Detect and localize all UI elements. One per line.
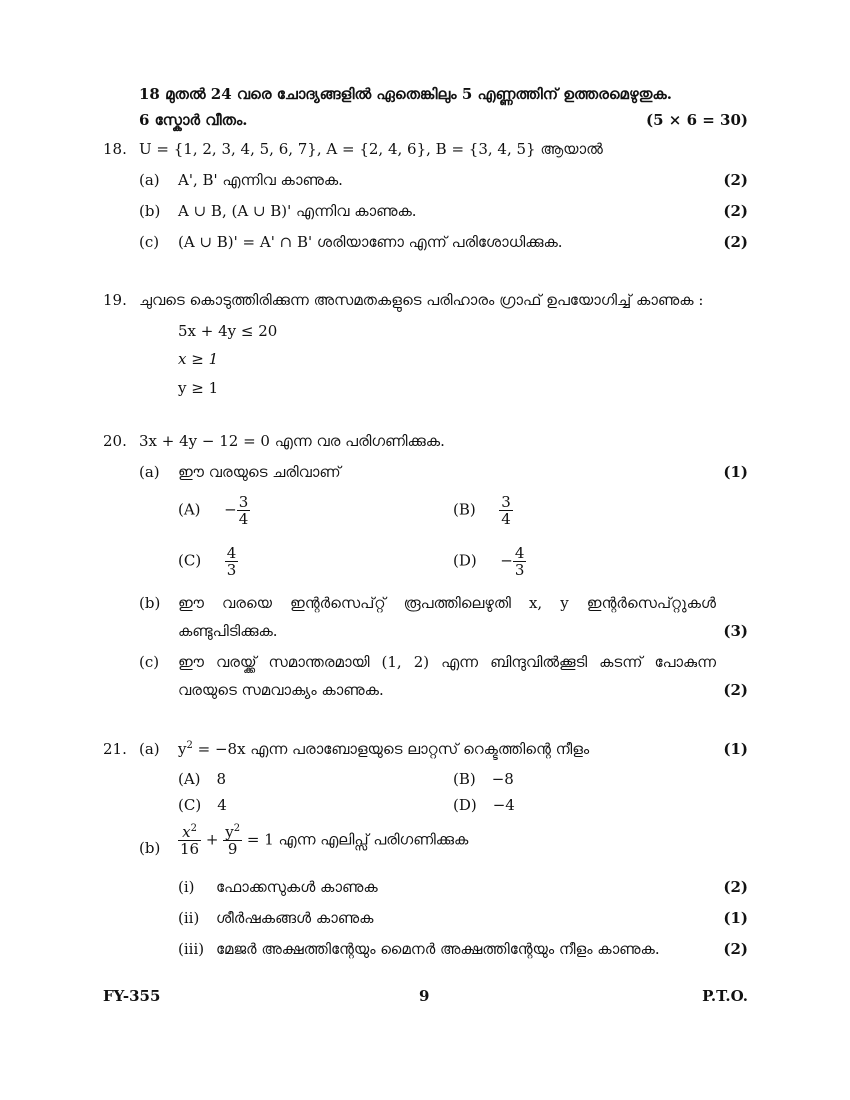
q18-b-text: A ∪ B, (A ∪ B)' എന്നിവ കാണുക. <box>178 202 417 220</box>
option-value: −8 <box>491 770 514 788</box>
q18-b-label: (b) <box>139 202 161 220</box>
q20-b-marks: (3) <box>723 622 748 640</box>
fraction <box>178 824 201 857</box>
option-value: 4 <box>217 796 227 814</box>
q18-b-marks: (2) <box>723 202 748 220</box>
q18-c-text: (A ∪ B)' = A' ∩ B' ശരിയാണോ എന്ന് പരിശോധിക്കുക. <box>178 233 563 251</box>
q21-b-ii-text: ശീർഷകങ്ങൾ കാണുക <box>216 909 374 927</box>
q21-option-b <box>453 769 514 789</box>
q21-b-label: (b) <box>139 839 161 857</box>
q20-b-line2: കണ്ടുപിടിക്കുക. <box>178 622 278 640</box>
q21-a-marks: (1) <box>723 740 748 758</box>
option-label: (A) <box>178 500 201 519</box>
page-number: 9 <box>419 987 430 1005</box>
q20-option-c <box>178 545 238 578</box>
q18-a-label: (a) <box>139 171 160 189</box>
equation-text: = 1 എന്ന എലിപ്സ് പരിഗണിക്കുക <box>246 830 469 849</box>
denominator: 3 <box>514 561 525 579</box>
denominator: 9 <box>227 840 238 858</box>
numerator: 3 <box>501 493 511 511</box>
q18-a-text: A', B' എന്നിവ കാണുക. <box>178 171 343 189</box>
q21-a-text <box>178 739 589 759</box>
denominator: 4 <box>238 510 249 528</box>
option-label: (A) <box>178 770 201 788</box>
q20-option-d <box>453 545 526 578</box>
numerator: 4 <box>514 544 525 562</box>
q20-c-marks: (2) <box>723 681 748 699</box>
q19-inequality-2: x ≥ 1 <box>178 350 219 368</box>
q18-c-marks: (2) <box>723 233 748 251</box>
fraction <box>223 824 242 857</box>
pto: P.T.O. <box>702 987 748 1005</box>
exam-code: FY-355 <box>103 987 161 1005</box>
option-value: −4 <box>492 796 515 814</box>
marks-each: 6 സ്കോർ വീതം. <box>139 111 248 129</box>
q20-a-marks: (1) <box>723 463 748 481</box>
denominator: 16 <box>180 840 200 858</box>
q21-option-d <box>453 795 515 815</box>
q21-a-label: (a) <box>139 740 160 758</box>
q20-stem: 3x + 4y − 12 = 0 എന്ന വര പരിഗണിക്കുക. <box>139 432 445 450</box>
q18-number: 18. <box>103 140 127 158</box>
fraction <box>225 545 239 578</box>
q20-c-label: (c) <box>139 653 160 671</box>
option-label: (C) <box>178 551 202 570</box>
q21-b-equation <box>178 824 468 857</box>
numerator: 3 <box>238 493 249 511</box>
text-pre: y <box>178 740 187 758</box>
q21-b-i-label: (i) <box>178 878 195 896</box>
numerator: 4 <box>226 544 237 562</box>
q20-a-label: (a) <box>139 463 160 481</box>
q21-b-ii-label: (ii) <box>178 909 200 927</box>
q21-b-iii-text: മേജർ അക്ഷത്തിന്റേയും മൈനർ അക്ഷത്തിന്റേയും നീളം കാണുക. <box>216 940 660 958</box>
q19-inequality-1: 5x + 4y ≤ 20 <box>178 322 278 340</box>
fraction <box>237 494 251 527</box>
fraction <box>513 545 527 578</box>
q21-number: 21. <box>103 740 127 758</box>
q21-option-c <box>178 795 227 815</box>
denominator: 3 <box>226 561 237 579</box>
plus-sign: + <box>205 830 219 849</box>
denominator: 4 <box>501 510 511 528</box>
q21-b-iii-label: (iii) <box>178 940 205 958</box>
text-post: = −8x എന്ന പരാബോളയുടെ ലാറ്റസ് റെക്ടത്തിന്റെ നീളം <box>192 740 590 758</box>
superscript: 2 <box>190 823 197 834</box>
option-sign: − <box>224 500 237 519</box>
q21-b-i-text: ഫോക്കസുകൾ കാണുക <box>216 878 378 896</box>
q20-b-line1: ഈ വരയെ ഇന്റർസെപ്റ്റ് രൂപത്തിലെഴുതി x, y ഇന്റർസെപ്റ്റുകൾ <box>178 594 716 612</box>
q21-b-iii-marks: (2) <box>723 940 748 958</box>
q20-option-b <box>453 494 513 527</box>
q19-number: 19. <box>103 291 127 309</box>
var: y <box>225 823 234 841</box>
option-sign: − <box>500 551 513 570</box>
option-label: (C) <box>178 796 202 814</box>
q20-b-label: (b) <box>139 594 161 612</box>
numerator <box>178 824 201 841</box>
q18-a-marks: (2) <box>723 171 748 189</box>
q20-a-text: ഈ വരയുടെ ചരിവാണ് <box>178 463 341 481</box>
q20-c-line1: ഈ വരയ്ക്ക് സമാന്തരമായി (1, 2) എന്ന ബിന്ദുവിൽക്കൂടി കടന്ന് പോകുന്ന <box>178 653 716 671</box>
option-label: (B) <box>453 770 476 788</box>
q19-inequality-3: y ≥ 1 <box>178 379 219 397</box>
option-label: (B) <box>453 500 476 519</box>
q20-c-line2: വരയുടെ സമവാക്യം കാണുക. <box>178 681 384 699</box>
total-marks: (5 × 6 = 30) <box>646 111 748 129</box>
q21-option-a <box>178 769 226 789</box>
var: x <box>182 823 191 841</box>
superscript: 2 <box>233 823 241 834</box>
q21-b-i-marks: (2) <box>723 878 748 896</box>
option-label: (D) <box>453 551 477 570</box>
q19-stem: ചുവടെ കൊടുത്തിരിക്കുന്ന അസമതകളുടെ പരിഹാരം ഗ്രാഫ് ഉപയോഗിച്ച് കാണുക : <box>139 291 704 309</box>
q18-stem: U = {1, 2, 3, 4, 5, 6, 7}, A = {2, 4, 6}, B = {3, 4, 5} ആയാൽ <box>139 140 603 158</box>
option-value: 8 <box>216 770 227 788</box>
numerator <box>223 824 242 841</box>
fraction <box>499 494 513 527</box>
q20-number: 20. <box>103 432 127 450</box>
q20-option-a <box>178 494 250 527</box>
instruction: 18 മുതൽ 24 വരെ ചോദ്യങ്ങളിൽ ഏതെങ്കിലും 5 എണ്ണത്തിന് ഉത്തരമെഴുതുക. <box>139 85 672 103</box>
q18-c-label: (c) <box>139 233 160 251</box>
q21-b-ii-marks: (1) <box>723 909 748 927</box>
option-label: (D) <box>453 796 477 814</box>
superscript: 2 <box>186 740 193 751</box>
